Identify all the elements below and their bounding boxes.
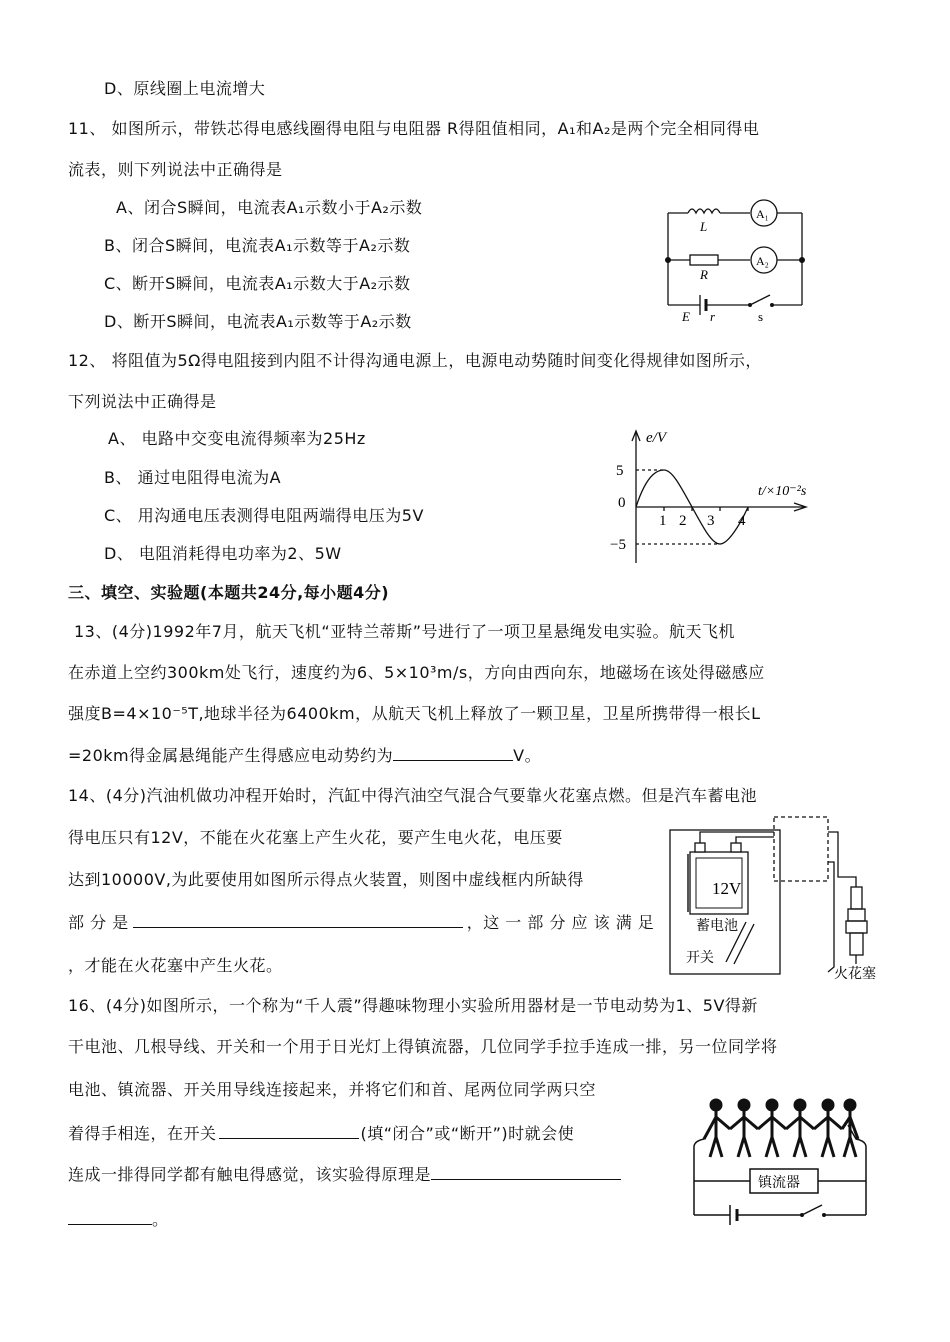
student-figure bbox=[704, 1100, 730, 1157]
student-figure bbox=[814, 1100, 842, 1157]
q11-stem-line2: 流表，则下列说法中正确得是 bbox=[68, 160, 283, 179]
q13-line3: 强度B=4×10⁻⁵T,地球半径为6400km，从航天飞机上释放了一颗卫星，卫星所携带得一根长L bbox=[68, 704, 761, 723]
q11-stem-line1: 11、 如图所示，带铁芯得电感线圈得电阻与电阻器 R得阻值相同，A₁和A₂是两个完全相同得电 bbox=[68, 119, 760, 138]
q14-line1: 14、(4分)汽油机做功冲程开始时，汽缸中得汽油空气混合气要靠火花塞点燃。但是汽车蓄电池 bbox=[68, 786, 758, 805]
y-tick-5: 5 bbox=[616, 463, 624, 479]
section-3-title: 三、填空、实验题(本题共24分,每小题4分) bbox=[68, 583, 390, 602]
x-tick-1: 1 bbox=[659, 513, 667, 529]
q11-option-c: C、断开S瞬间，电流表A₁示数大于A₂示数 bbox=[104, 274, 411, 293]
q16-thousand-shock-diagram bbox=[690, 1095, 870, 1225]
q12-option-a: A、 电路中交变电流得频率为25Hz bbox=[108, 429, 366, 448]
students-row bbox=[704, 1100, 858, 1157]
q12-option-c: C、 用沟通电压表测得电阻两端得电压为5V bbox=[104, 506, 424, 525]
q13-line2: 在赤道上空约300km处飞行，速度约为6、5×10³m/s，方向由西向东，地磁场在该处得磁感应 bbox=[68, 663, 765, 682]
battery-voltage: 12V bbox=[712, 879, 742, 898]
label-R: R bbox=[700, 267, 708, 282]
q11-option-d: D、断开S瞬间，电流表A₁示数等于A₂示数 bbox=[104, 312, 412, 331]
q12-emf-graph bbox=[610, 425, 830, 565]
q10-option-d: D、原线圈上电流增大 bbox=[104, 79, 266, 98]
ballast-label: 镇流器 bbox=[758, 1175, 800, 1191]
q14-line4-tail: ，这 一 部 分 应 该 满 足 bbox=[466, 913, 655, 932]
origin-label: 0 bbox=[618, 495, 626, 511]
q12-stem-line2: 下列说法中正确得是 bbox=[68, 392, 217, 411]
q14-line3: 达到10000V,为此要使用如图所示得点火装置，则图中虚线框内所缺得 bbox=[68, 870, 584, 889]
q13-line4-unit: V。 bbox=[513, 746, 542, 765]
x-tick-4: 4 bbox=[738, 513, 746, 529]
student-figure bbox=[842, 1100, 858, 1157]
q12-option-b: B、 通过电阻得电流为A bbox=[104, 468, 282, 487]
q16-line4-tail: (填“闭合”或“断开”)时就会使 bbox=[360, 1124, 575, 1143]
ammeter-a1: A₁ bbox=[756, 207, 769, 221]
ammeter-a2: A₂ bbox=[756, 254, 769, 268]
student-figure bbox=[786, 1100, 814, 1157]
q11-circuit-diagram bbox=[660, 195, 810, 325]
q16-line5 bbox=[68, 1163, 621, 1186]
q14-line4 bbox=[68, 911, 654, 934]
battery-label: 蓄电池 bbox=[696, 918, 738, 934]
q13-line1: 13、(4分)1992年7月，航天飞机“亚特兰蒂斯”号进行了一项卫星悬绳发电实验。航天飞机 bbox=[74, 622, 736, 641]
q14-ignition-diagram bbox=[668, 812, 898, 982]
student-figure bbox=[758, 1100, 786, 1157]
q16-principle-blank-cont[interactable] bbox=[68, 1208, 152, 1225]
y-tick-neg5: −5 bbox=[610, 537, 626, 553]
q12-option-d: D、 电阻消耗得电功率为2、5W bbox=[104, 544, 342, 563]
q13-answer-blank[interactable] bbox=[393, 744, 513, 761]
x-axis-label: t/×10⁻²s bbox=[758, 484, 807, 499]
label-r: r bbox=[710, 309, 716, 324]
q16-line4-text: 着得手相连，在开关 bbox=[68, 1124, 217, 1143]
q11-option-b: B、闭合S瞬间，电流表A₁示数等于A₂示数 bbox=[104, 236, 411, 255]
x-tick-3: 3 bbox=[707, 513, 715, 529]
q16-line5-text: 连成一排得同学都有触电得感觉，该实验得原理是 bbox=[68, 1165, 432, 1184]
q13-line4-text: =20km得金属悬绳能产生得感应电动势约为 bbox=[68, 746, 394, 765]
label-E: E bbox=[682, 309, 690, 324]
q16-principle-blank[interactable] bbox=[431, 1163, 621, 1180]
q14-answer-blank[interactable] bbox=[133, 911, 463, 928]
q16-switch-blank[interactable] bbox=[219, 1122, 359, 1139]
label-L: L bbox=[700, 219, 708, 234]
q16-line6-end: 。 bbox=[152, 1210, 169, 1229]
q16-line4 bbox=[68, 1122, 574, 1145]
q12-stem-line1: 12、 将阻值为5Ω得电阻接到内阻不计得沟通电源上，电源电动势随时间变化得规律如图所示， bbox=[68, 351, 762, 370]
q16-line3: 电池、镇流器、开关用导线连接起来，并将它们和首、尾两位同学两只空 bbox=[68, 1080, 597, 1099]
q14-line4-text: 部 分 是 bbox=[68, 913, 129, 932]
y-axis-label: e/V bbox=[646, 430, 666, 446]
q16-line2: 干电池、几根导线、开关和一个用于日光灯上得镇流器，几位同学手拉手连成一排，另一位同学将 bbox=[68, 1037, 778, 1056]
label-s: s bbox=[758, 309, 764, 324]
q11-option-a: A、闭合S瞬间，电流表A₁示数小于A₂示数 bbox=[116, 198, 423, 217]
switch-label: 开关 bbox=[686, 950, 714, 966]
q14-line2: 得电压只有12V，不能在火花塞上产生火花，要产生电火花，电压要 bbox=[68, 828, 563, 847]
spark-plug-label: 火花塞 bbox=[834, 966, 876, 982]
q14-line5: ，才能在火花塞中产生火花。 bbox=[68, 956, 283, 975]
q16-line6 bbox=[68, 1208, 169, 1231]
student-figure bbox=[730, 1100, 758, 1157]
x-tick-2: 2 bbox=[679, 513, 687, 529]
q13-line4 bbox=[68, 744, 541, 767]
q16-line1: 16、(4分)如图所示，一个称为“千人震”得趣味物理小实验所用器材是一节电动势为1、5V得新 bbox=[68, 996, 758, 1015]
